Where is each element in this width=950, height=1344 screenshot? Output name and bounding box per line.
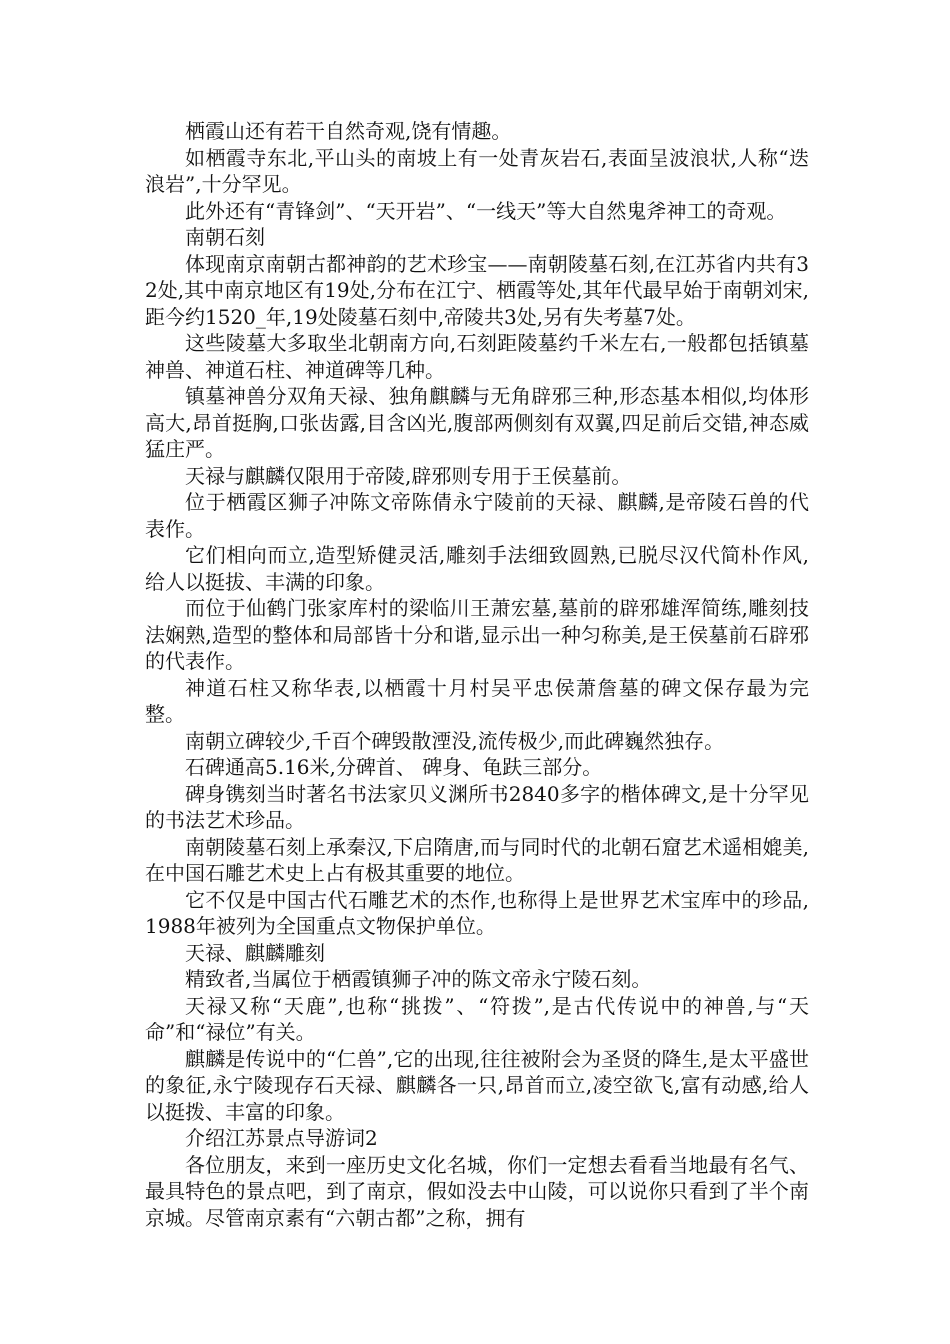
paragraph: 天禄又称“天鹿”,也称“挑拨”、“符拨”,是古代传说中的神兽,与“天命”和“禄位”有关。 xyxy=(145,993,809,1044)
paragraph: 南朝立碑较少,千百个碑毁散湮没,流传极少,而此碑巍然独存。 xyxy=(185,728,725,753)
paragraph: 碑身镌刻当时著名书法家贝义渊所书2840多字的楷体碑文,是十分罕见的书法艺术珍品。 xyxy=(145,781,809,832)
paragraph: 石碑通高5.16米,分碑首、 碑身、龟趺三部分。 xyxy=(185,755,603,779)
paragraph: 而位于仙鹤门张家库村的梁临川王萧宏墓,墓前的辟邪雄浑简练,雕刻技法娴熟,造型的整体和局部皆十分和谐,显示出一种匀称美,是王侯墓前石辟邪的代表作。 xyxy=(145,596,809,673)
document-page xyxy=(145,118,809,1231)
section-heading: 介绍江苏景点导游词2 xyxy=(185,1126,378,1150)
paragraph: 它不仅是中国古代石雕艺术的杰作,也称得上是世界艺术宝库中的珍品,1988年被列为全国重点文物保护单位。 xyxy=(145,887,809,938)
paragraph: 各位朋友，来到一座历史文化名城，你们一定想去看看当地最有名气、最具特色的景点吧，到了南京，假如没去中山陵，可以说你只看到了半个南京城。尽管南京素有“六朝古都”之称，拥有 xyxy=(145,1152,809,1230)
paragraph: 神道石柱又称华表,以栖霞十月村吴平忠侯萧詹墓的碑文保存最为完整。 xyxy=(145,675,809,726)
paragraph: 栖霞山还有若干自然奇观,饶有情趣。 xyxy=(185,119,512,143)
paragraph: 南朝陵墓石刻上承秦汉,下启隋唐,而与同时代的北朝石窟艺术遥相媲美,在中国石雕艺术史上占有极其重要的地位。 xyxy=(145,834,809,885)
paragraph: 位于栖霞区狮子冲陈文帝陈倩永宁陵前的天禄、麒麟,是帝陵石兽的代表作。 xyxy=(145,490,809,541)
paragraph: 这些陵墓大多取坐北朝南方向,石刻距陵墓约千米左右,一般都包括镇墓神兽、神道石柱、神道碑等几种。 xyxy=(145,331,809,382)
paragraph: 镇墓神兽分双角天禄、独角麒麟与无角辟邪三种,形态基本相似,均体形高大,昂首挺胸,口张齿露,目含凶光,腹部两侧刻有双翼,四足前后交错,神态威猛庄严。 xyxy=(145,384,809,461)
paragraph: 如栖霞寺东北,平山头的南坡上有一处青灰岩石,表面呈波浪状,人称“迭浪岩”,十分罕见。 xyxy=(145,145,809,196)
paragraph: 精致者,当属位于栖霞镇狮子冲的陈文帝永宁陵石刻。 xyxy=(185,967,652,991)
paragraph: 它们相向而立,造型矫健灵活,雕刻手法细致圆熟,已脱尽汉代简朴作风,给人以挺拔、丰满的印象。 xyxy=(145,543,809,594)
section-heading: 南朝石刻 xyxy=(185,225,265,249)
section-heading: 天禄、麒麟雕刻 xyxy=(185,940,325,965)
paragraph: 天禄与麒麟仅限用于帝陵,辟邪则专用于王侯墓前。 xyxy=(185,463,632,488)
paragraph: 此外还有“青锋剑”、“天开岩”、“一线天”等大自然鬼斧神工的奇观。 xyxy=(185,198,787,223)
paragraph: 体现南京南朝古都神韵的艺术珍宝——南朝陵墓石刻,在江苏省内共有32处,其中南京地区有19处,分布在江宁、栖霞等处,其年代最早始于南朝刘宋,距今约1520_年,19处陵墓石刻中,帝陵共3处,另有失考墓7处。 xyxy=(145,251,809,329)
paragraph: 麒麟是传说中的“仁兽”,它的出现,往往被附会为圣贤的降生,是太平盛世的象征,永宁陵现存石天禄、麒麟各一只,昂首而立,凌空欲飞,富有动感,给人以挺拨、丰富的印象。 xyxy=(145,1046,809,1124)
